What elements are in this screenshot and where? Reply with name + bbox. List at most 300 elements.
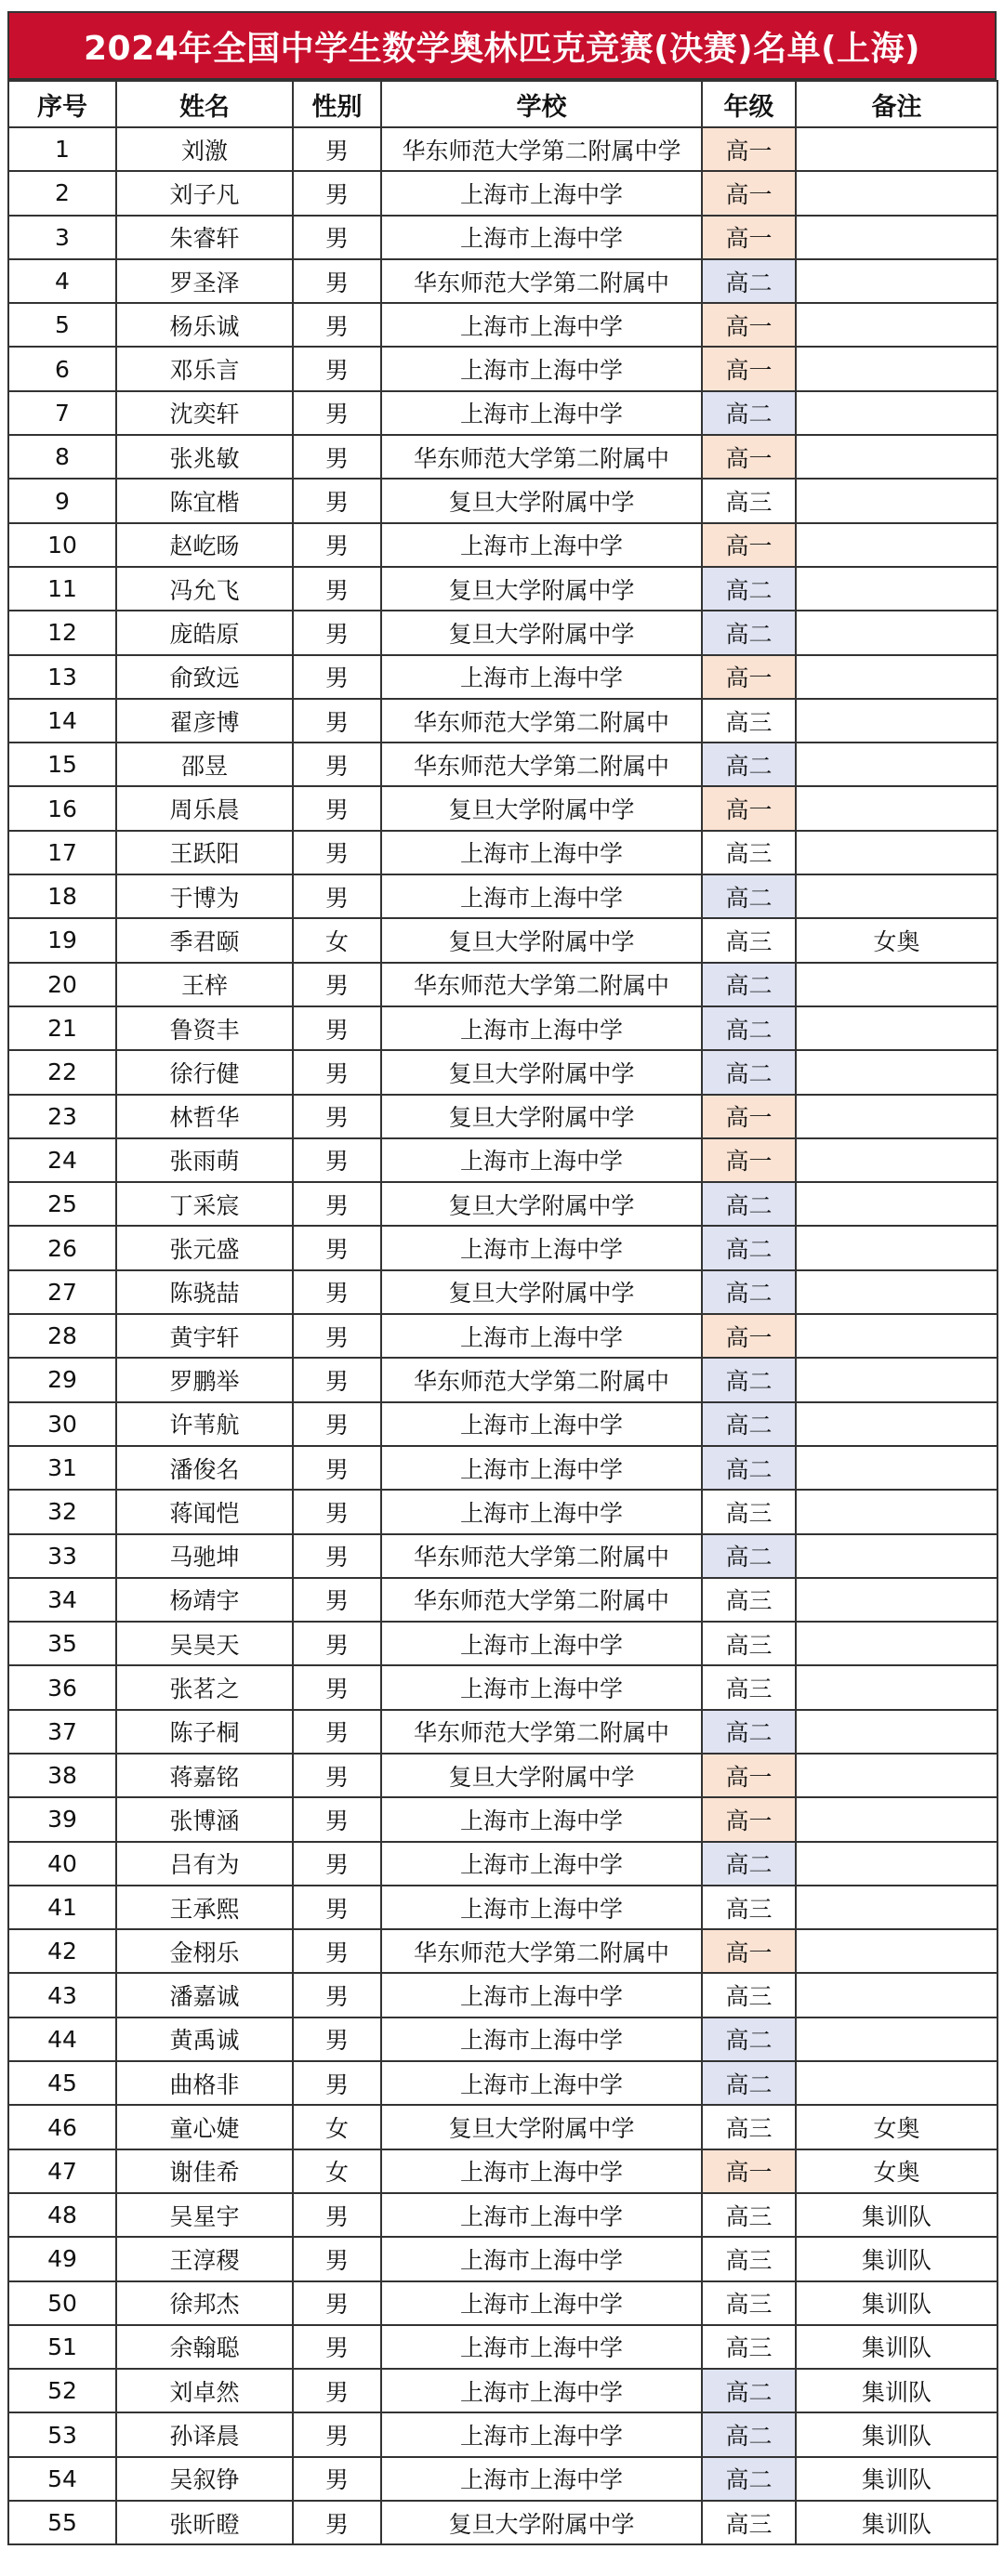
cell-gender: 男 <box>293 699 381 743</box>
cell-grade: 高三 <box>702 831 796 874</box>
cell-school: 上海市上海中学 <box>381 655 702 699</box>
cell-note <box>796 1973 997 2017</box>
cell-gender: 男 <box>293 1050 381 1094</box>
cell-grade: 高二 <box>702 391 796 435</box>
cell-index: 47 <box>8 2149 116 2193</box>
cell-grade: 高二 <box>702 2061 796 2105</box>
cell-grade: 高二 <box>702 1006 796 1050</box>
cell-gender: 女 <box>293 2105 381 2149</box>
table-row <box>8 655 997 699</box>
cell-gender: 男 <box>293 1665 381 1709</box>
cell-school: 复旦大学附属中学 <box>381 611 702 654</box>
cell-index: 51 <box>8 2325 116 2369</box>
table-row <box>8 1314 997 1358</box>
cell-grade: 高三 <box>702 1886 796 1929</box>
cell-gender: 男 <box>293 2412 381 2456</box>
page-title: 2024年全国中学生数学奥林匹克竞赛(决赛)名单(上海) <box>7 11 997 80</box>
cell-note <box>796 1578 997 1622</box>
cell-school: 复旦大学附属中学 <box>381 2501 702 2544</box>
cell-note <box>796 1446 997 1490</box>
cell-name: 黄宇轩 <box>116 1314 293 1358</box>
cell-gender: 男 <box>293 127 381 171</box>
cell-gender: 男 <box>293 1402 381 1446</box>
cell-gender: 男 <box>293 303 381 347</box>
table-row <box>8 1402 997 1446</box>
cell-school: 上海市上海中学 <box>381 831 702 874</box>
cell-index: 20 <box>8 963 116 1006</box>
table-row <box>8 2412 997 2456</box>
header-note: 备注 <box>796 81 997 127</box>
cell-note <box>796 391 997 435</box>
cell-note <box>796 567 997 611</box>
cell-note: 集训队 <box>796 2412 997 2456</box>
cell-name: 王承熙 <box>116 1886 293 1929</box>
cell-grade: 高二 <box>702 1226 796 1269</box>
cell-gender: 男 <box>293 1710 381 1754</box>
cell-school: 华东师范大学第二附属中 <box>381 743 702 786</box>
cell-grade: 高一 <box>702 216 796 259</box>
cell-index: 14 <box>8 699 116 743</box>
cell-note <box>796 1226 997 1269</box>
cell-note <box>796 1797 997 1841</box>
table-row <box>8 918 997 962</box>
cell-name: 张元盛 <box>116 1226 293 1269</box>
cell-gender: 男 <box>293 435 381 479</box>
cell-grade: 高二 <box>702 1446 796 1490</box>
cell-name: 林哲华 <box>116 1095 293 1138</box>
cell-index: 3 <box>8 216 116 259</box>
table-row <box>8 2325 997 2369</box>
cell-name: 吕有为 <box>116 1842 293 1886</box>
cell-name: 蒋闻恺 <box>116 1490 293 1533</box>
cell-grade: 高一 <box>702 1138 796 1182</box>
cell-school: 上海市上海中学 <box>381 1402 702 1446</box>
table-header-row <box>8 81 997 127</box>
cell-note <box>796 435 997 479</box>
cell-grade: 高三 <box>702 2501 796 2544</box>
cell-note <box>796 743 997 786</box>
cell-name: 陈子桐 <box>116 1710 293 1754</box>
cell-name: 潘嘉诚 <box>116 1973 293 2017</box>
table-row <box>8 2061 997 2105</box>
cell-note <box>796 786 997 830</box>
cell-name: 徐行健 <box>116 1050 293 1094</box>
cell-name: 张博涵 <box>116 1797 293 1841</box>
cell-name: 黄禹诚 <box>116 2017 293 2061</box>
table-row <box>8 127 997 171</box>
cell-school: 上海市上海中学 <box>381 171 702 215</box>
cell-name: 张兆敏 <box>116 435 293 479</box>
cell-gender: 男 <box>293 831 381 874</box>
cell-note <box>796 611 997 654</box>
cell-grade: 高一 <box>702 303 796 347</box>
cell-name: 周乐晨 <box>116 786 293 830</box>
table-row <box>8 2193 997 2237</box>
cell-note <box>796 1402 997 1446</box>
cell-name: 潘俊名 <box>116 1446 293 1490</box>
cell-index: 1 <box>8 127 116 171</box>
cell-note <box>796 347 997 390</box>
cell-index: 38 <box>8 1754 116 1797</box>
cell-index: 25 <box>8 1182 116 1226</box>
cell-grade: 高一 <box>702 1095 796 1138</box>
cell-note <box>796 303 997 347</box>
cell-index: 49 <box>8 2237 116 2280</box>
cell-note <box>796 1665 997 1709</box>
cell-school: 上海市上海中学 <box>381 874 702 918</box>
header-index: 序号 <box>8 81 116 127</box>
cell-note: 女奥 <box>796 2149 997 2193</box>
roster-table <box>7 80 998 2545</box>
cell-grade: 高一 <box>702 2149 796 2193</box>
cell-gender: 男 <box>293 1270 381 1314</box>
cell-index: 27 <box>8 1270 116 1314</box>
cell-school: 华东师范大学第二附属中 <box>381 963 702 1006</box>
cell-gender: 男 <box>293 2061 381 2105</box>
cell-index: 15 <box>8 743 116 786</box>
cell-index: 18 <box>8 874 116 918</box>
cell-grade: 高三 <box>702 2325 796 2369</box>
cell-note <box>796 1710 997 1754</box>
cell-school: 上海市上海中学 <box>381 2149 702 2193</box>
cell-name: 王梓 <box>116 963 293 1006</box>
cell-grade: 高三 <box>702 479 796 522</box>
table-row <box>8 479 997 522</box>
cell-gender: 男 <box>293 2501 381 2544</box>
cell-school: 复旦大学附属中学 <box>381 479 702 522</box>
table-row <box>8 1182 997 1226</box>
cell-name: 丁采宸 <box>116 1182 293 1226</box>
cell-school: 华东师范大学第二附属中 <box>381 259 702 303</box>
cell-school: 上海市上海中学 <box>381 2325 702 2369</box>
cell-school: 上海市上海中学 <box>381 1226 702 1269</box>
cell-grade: 高一 <box>702 435 796 479</box>
cell-index: 52 <box>8 2369 116 2412</box>
cell-name: 罗圣泽 <box>116 259 293 303</box>
table-row <box>8 171 997 215</box>
cell-name: 谢佳希 <box>116 2149 293 2193</box>
cell-index: 10 <box>8 523 116 567</box>
cell-note <box>796 874 997 918</box>
cell-index: 8 <box>8 435 116 479</box>
table-row <box>8 1886 997 1929</box>
cell-note: 集训队 <box>796 2501 997 2544</box>
cell-gender: 男 <box>293 391 381 435</box>
cell-gender: 男 <box>293 611 381 654</box>
cell-index: 44 <box>8 2017 116 2061</box>
cell-school: 上海市上海中学 <box>381 2457 702 2501</box>
table-row <box>8 1842 997 1886</box>
cell-grade: 高一 <box>702 1314 796 1358</box>
table-row <box>8 1446 997 1490</box>
table-row <box>8 1929 997 1973</box>
cell-gender: 男 <box>293 2237 381 2280</box>
cell-gender: 男 <box>293 1929 381 1973</box>
cell-index: 53 <box>8 2412 116 2456</box>
cell-name: 金栩乐 <box>116 1929 293 1973</box>
cell-note: 集训队 <box>796 2457 997 2501</box>
cell-name: 王淳稷 <box>116 2237 293 2280</box>
cell-grade: 高一 <box>702 1797 796 1841</box>
cell-index: 40 <box>8 1842 116 1886</box>
cell-index: 16 <box>8 786 116 830</box>
cell-gender: 男 <box>293 1534 381 1578</box>
cell-name: 许苇航 <box>116 1402 293 1446</box>
cell-school: 上海市上海中学 <box>381 1665 702 1709</box>
cell-index: 30 <box>8 1402 116 1446</box>
cell-school: 上海市上海中学 <box>381 2017 702 2061</box>
cell-index: 45 <box>8 2061 116 2105</box>
cell-note <box>796 1534 997 1578</box>
table-row <box>8 1226 997 1269</box>
table-row <box>8 1665 997 1709</box>
cell-grade: 高二 <box>702 2457 796 2501</box>
cell-grade: 高一 <box>702 523 796 567</box>
cell-grade: 高一 <box>702 655 796 699</box>
cell-grade: 高二 <box>702 1050 796 1094</box>
cell-gender: 男 <box>293 1842 381 1886</box>
cell-grade: 高二 <box>702 1842 796 1886</box>
cell-index: 12 <box>8 611 116 654</box>
cell-gender: 男 <box>293 743 381 786</box>
cell-name: 吴叙铮 <box>116 2457 293 2501</box>
cell-name: 张雨萌 <box>116 1138 293 1182</box>
cell-grade: 高二 <box>702 611 796 654</box>
cell-name: 罗鹏举 <box>116 1358 293 1401</box>
table-row <box>8 1578 997 1622</box>
table-row <box>8 2237 997 2280</box>
cell-gender: 男 <box>293 2281 381 2325</box>
cell-note <box>796 1095 997 1138</box>
table-row <box>8 567 997 611</box>
cell-school: 上海市上海中学 <box>381 2412 702 2456</box>
cell-index: 33 <box>8 1534 116 1578</box>
cell-school: 上海市上海中学 <box>381 1446 702 1490</box>
cell-gender: 男 <box>293 963 381 1006</box>
cell-grade: 高一 <box>702 171 796 215</box>
cell-grade: 高三 <box>702 1578 796 1622</box>
cell-grade: 高二 <box>702 1710 796 1754</box>
cell-grade: 高二 <box>702 963 796 1006</box>
cell-gender: 男 <box>293 1182 381 1226</box>
cell-gender: 男 <box>293 1754 381 1797</box>
cell-note <box>796 963 997 1006</box>
table-row <box>8 2017 997 2061</box>
cell-name: 邓乐言 <box>116 347 293 390</box>
table-row <box>8 2369 997 2412</box>
cell-grade: 高一 <box>702 786 796 830</box>
cell-name: 吴星宇 <box>116 2193 293 2237</box>
cell-note <box>796 216 997 259</box>
cell-gender: 男 <box>293 567 381 611</box>
cell-school: 华东师范大学第二附属中 <box>381 1534 702 1578</box>
cell-name: 张茗之 <box>116 1665 293 1709</box>
cell-index: 9 <box>8 479 116 522</box>
cell-school: 上海市上海中学 <box>381 347 702 390</box>
cell-grade: 高二 <box>702 2369 796 2412</box>
cell-name: 徐邦杰 <box>116 2281 293 2325</box>
cell-note <box>796 1842 997 1886</box>
cell-index: 29 <box>8 1358 116 1401</box>
cell-index: 21 <box>8 1006 116 1050</box>
cell-gender: 男 <box>293 1622 381 1665</box>
cell-gender: 男 <box>293 1358 381 1401</box>
cell-grade: 高三 <box>702 2105 796 2149</box>
table-row <box>8 1710 997 1754</box>
cell-school: 上海市上海中学 <box>381 1973 702 2017</box>
cell-index: 11 <box>8 567 116 611</box>
cell-gender: 女 <box>293 918 381 962</box>
cell-school: 上海市上海中学 <box>381 391 702 435</box>
cell-index: 48 <box>8 2193 116 2237</box>
cell-school: 复旦大学附属中学 <box>381 1754 702 1797</box>
cell-index: 42 <box>8 1929 116 1973</box>
cell-grade: 高二 <box>702 2412 796 2456</box>
cell-note <box>796 259 997 303</box>
table-row <box>8 1622 997 1665</box>
cell-index: 24 <box>8 1138 116 1182</box>
cell-note: 集训队 <box>796 2193 997 2237</box>
cell-name: 赵屹旸 <box>116 523 293 567</box>
cell-name: 杨乐诚 <box>116 303 293 347</box>
cell-index: 36 <box>8 1665 116 1709</box>
cell-index: 7 <box>8 391 116 435</box>
table-row <box>8 1490 997 1533</box>
cell-name: 张昕瞪 <box>116 2501 293 2544</box>
header-gender: 性别 <box>293 81 381 127</box>
cell-name: 朱睿轩 <box>116 216 293 259</box>
cell-gender: 男 <box>293 1886 381 1929</box>
cell-index: 35 <box>8 1622 116 1665</box>
table-row <box>8 874 997 918</box>
cell-name: 陈骁喆 <box>116 1270 293 1314</box>
cell-school: 华东师范大学第二附属中 <box>381 1710 702 1754</box>
cell-school: 华东师范大学第二附属中 <box>381 1578 702 1622</box>
table-row <box>8 699 997 743</box>
cell-index: 46 <box>8 2105 116 2149</box>
cell-note <box>796 171 997 215</box>
cell-note <box>796 1270 997 1314</box>
table-row <box>8 1095 997 1138</box>
cell-gender: 男 <box>293 171 381 215</box>
cell-school: 上海市上海中学 <box>381 523 702 567</box>
cell-grade: 高三 <box>702 2193 796 2237</box>
cell-school: 上海市上海中学 <box>381 1006 702 1050</box>
table-row <box>8 1754 997 1797</box>
cell-grade: 高三 <box>702 918 796 962</box>
cell-note <box>796 1050 997 1094</box>
table-row <box>8 786 997 830</box>
cell-note <box>796 1358 997 1401</box>
cell-gender: 男 <box>293 523 381 567</box>
table-row <box>8 1006 997 1050</box>
cell-name: 杨靖宇 <box>116 1578 293 1622</box>
cell-index: 32 <box>8 1490 116 1533</box>
cell-school: 复旦大学附属中学 <box>381 918 702 962</box>
cell-gender: 男 <box>293 347 381 390</box>
cell-gender: 男 <box>293 1446 381 1490</box>
cell-name: 陈宜楷 <box>116 479 293 522</box>
cell-school: 上海市上海中学 <box>381 2369 702 2412</box>
cell-index: 22 <box>8 1050 116 1094</box>
cell-grade: 高二 <box>702 743 796 786</box>
cell-note <box>796 1182 997 1226</box>
cell-index: 6 <box>8 347 116 390</box>
cell-grade: 高二 <box>702 1270 796 1314</box>
table-row <box>8 303 997 347</box>
cell-index: 43 <box>8 1973 116 2017</box>
cell-note: 女奥 <box>796 2105 997 2149</box>
cell-name: 鲁资丰 <box>116 1006 293 1050</box>
cell-note <box>796 1754 997 1797</box>
cell-index: 26 <box>8 1226 116 1269</box>
cell-name: 邵昱 <box>116 743 293 786</box>
cell-name: 沈奕轩 <box>116 391 293 435</box>
table-row <box>8 2457 997 2501</box>
cell-grade: 高三 <box>702 1973 796 2017</box>
table-row <box>8 347 997 390</box>
cell-gender: 男 <box>293 2457 381 2501</box>
cell-school: 复旦大学附属中学 <box>381 1050 702 1094</box>
header-name: 姓名 <box>116 81 293 127</box>
cell-school: 上海市上海中学 <box>381 1490 702 1533</box>
cell-index: 19 <box>8 918 116 962</box>
cell-index: 37 <box>8 1710 116 1754</box>
cell-grade: 高二 <box>702 259 796 303</box>
cell-gender: 女 <box>293 2149 381 2193</box>
cell-grade: 高一 <box>702 1929 796 1973</box>
cell-school: 华东师范大学第二附属中 <box>381 699 702 743</box>
cell-gender: 男 <box>293 2325 381 2369</box>
header-grade: 年级 <box>702 81 796 127</box>
cell-index: 4 <box>8 259 116 303</box>
cell-index: 13 <box>8 655 116 699</box>
cell-gender: 男 <box>293 1095 381 1138</box>
table-row <box>8 435 997 479</box>
cell-note: 女奥 <box>796 918 997 962</box>
cell-gender: 男 <box>293 479 381 522</box>
cell-grade: 高三 <box>702 699 796 743</box>
cell-index: 54 <box>8 2457 116 2501</box>
table-row <box>8 1358 997 1401</box>
cell-gender: 男 <box>293 874 381 918</box>
table-row <box>8 2281 997 2325</box>
cell-grade: 高三 <box>702 1490 796 1533</box>
cell-note: 集训队 <box>796 2325 997 2369</box>
cell-name: 曲格非 <box>116 2061 293 2105</box>
cell-school: 上海市上海中学 <box>381 2193 702 2237</box>
table-row <box>8 1050 997 1094</box>
cell-note <box>796 1886 997 1929</box>
cell-note <box>796 655 997 699</box>
cell-name: 俞致远 <box>116 655 293 699</box>
cell-name: 蒋嘉铭 <box>116 1754 293 1797</box>
cell-gender: 男 <box>293 2193 381 2237</box>
cell-school: 上海市上海中学 <box>381 2281 702 2325</box>
cell-name: 王跃阳 <box>116 831 293 874</box>
cell-name: 刘激 <box>116 127 293 171</box>
cell-note <box>796 127 997 171</box>
cell-gender: 男 <box>293 1138 381 1182</box>
cell-school: 复旦大学附属中学 <box>381 2105 702 2149</box>
cell-grade: 高二 <box>702 1534 796 1578</box>
cell-grade: 高二 <box>702 874 796 918</box>
cell-name: 孙译晨 <box>116 2412 293 2456</box>
cell-gender: 男 <box>293 259 381 303</box>
cell-name: 吴昊天 <box>116 1622 293 1665</box>
table-row <box>8 743 997 786</box>
cell-name: 刘卓然 <box>116 2369 293 2412</box>
